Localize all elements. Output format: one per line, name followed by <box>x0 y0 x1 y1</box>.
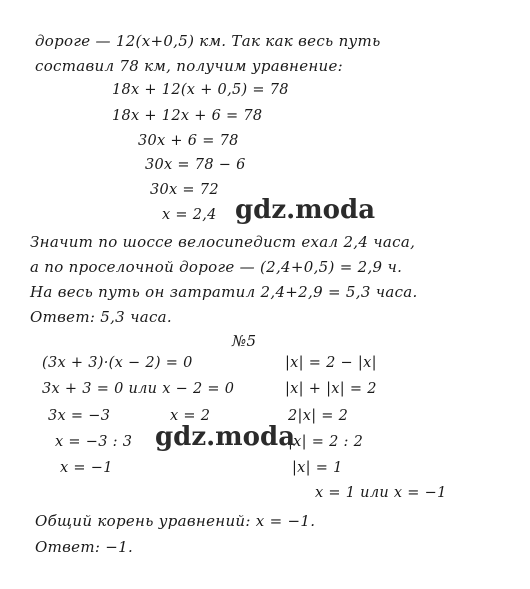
equation-line: |x| = 2 − |x| <box>285 355 377 371</box>
equation-line: 18x + 12x + 6 = 78 <box>112 108 263 124</box>
watermark: gdz.moda <box>155 422 296 452</box>
equation-line: 18x + 12(x + 0,5) = 78 <box>112 82 289 98</box>
equation-line: x = 2,4 <box>162 207 217 223</box>
watermark: gdz.moda <box>235 195 376 225</box>
equation-line: 3x + 3 = 0 или x − 2 = 0 <box>42 381 235 397</box>
equation-line: |x| + |x| = 2 <box>285 381 377 397</box>
equation-line: (3x + 3)·(x − 2) = 0 <box>42 355 193 371</box>
equation-line: x = −3 : 3 <box>55 434 133 450</box>
text-line: Значит по шоссе велосипедист ехал 2,4 часа, <box>30 233 416 251</box>
text-line: а по проселочной дороге — (2,4+0,5) = 2,9 ч. <box>30 258 403 276</box>
equation-line: |x| = 1 <box>292 460 343 476</box>
text-line: составил 78 км, получим уравнение: <box>35 57 344 75</box>
text-line: дороге — 12(x+0,5) км. Так как весь путь <box>35 32 381 50</box>
equation-line: 30x + 6 = 78 <box>138 133 239 149</box>
equation-line: x = 2 <box>170 408 211 424</box>
answer-line: Ответ: 5,3 часа. <box>30 308 172 326</box>
equation-line: x = 1 или x = −1 <box>315 485 447 501</box>
equation-line: x = −1 <box>60 460 113 476</box>
text-line: На весь путь он затратил 2,4+2,9 = 5,3 часа. <box>30 283 418 301</box>
problem-number: №5 <box>232 332 257 350</box>
text-line: Общий корень уравнений: x = −1. <box>35 512 316 530</box>
equation-line: 3x = −3 <box>48 408 111 424</box>
equation-line: 30x = 72 <box>150 182 219 198</box>
equation-line: |x| = 2 : 2 <box>288 434 364 450</box>
equation-line: 30x = 78 − 6 <box>145 157 246 173</box>
answer-line: Ответ: −1. <box>35 538 134 556</box>
equation-line: 2|x| = 2 <box>288 408 349 424</box>
